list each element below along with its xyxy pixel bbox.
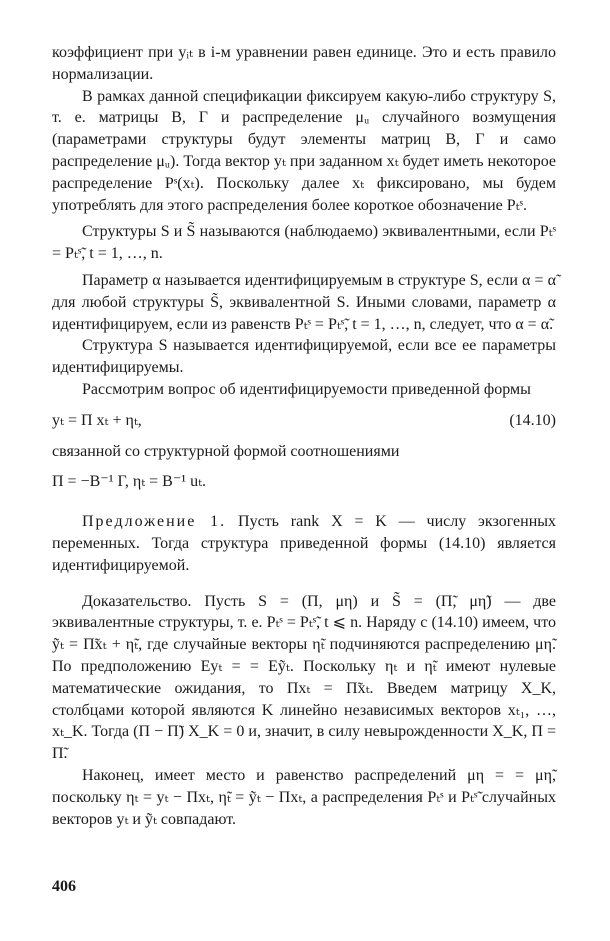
paragraph-related-structural-form: связанной со структурной формой соотношениями (52, 442, 400, 460)
equation-number: (14.10) (509, 411, 556, 429)
page-text (52, 42, 556, 830)
equation-structural-relations: Π = −B⁻¹ Γ, ηₜ = B⁻¹ uₜ. (52, 473, 207, 491)
equation-reduced-form (52, 410, 556, 432)
paragraph-proof-conclusion: Наконец, имеет место и равенство распределений μη = = μη̃, поскольку ηₜ = yₜ − Πxₜ, η̃ₜ = ỹₜ − Πxₜ, а распределения Pₜˢ и Pₜˢ̃ случайных векторов yₜ и ỹₜ совпадают. (52, 766, 556, 828)
equation-expression: yₜ = Π xₜ + ηₜ, (52, 411, 142, 429)
paragraph-structure-spec: В рамках данной спецификации фиксируем какую-либо структуру S, т. е. матрицы B, Γ и распределение μᵤ случайного возмущения (параметрами структуры будут элементы матриц B, Γ и само распределение μᵤ). Тогда вектор yₜ при заданном xₜ будет иметь некоторое распределение Pˢ(xₜ). Поскольку далее xₜ фиксировано, мы будем употреблять для этого распределения более короткое обозначение Pₜˢ. (52, 87, 556, 214)
paragraph-reduced-form: Рассмотрим вопрос об идентифицируемости приведенной формы (82, 380, 531, 398)
paragraph-normalization: коэффициент при yᵢₜ в i-м уравнении равен единице. Это и есть правило нормализации. (52, 44, 556, 83)
paragraph-identifiable-parameter: Параметр α называется идентифицируемым в структуре S, если α = α̃ для любой структуры S̃, эквивалентной S. Иными словами, параметр α идентифицируем, если из равенств Pₜˢ = Pₜˢ̃, t = 1, …, n, следует, что α = α̃. (52, 271, 556, 333)
proposition-label: Предложение 1. (82, 513, 227, 531)
paragraph-identifiable-structure: Структура S называется идентифицируемой, если все ее параметры идентифицируемы. (52, 337, 556, 377)
paragraph-equivalent-structures: Структуры S и S̃ называются (наблюдаемо) эквивалентными, если Pₜˢ = Pₜˢ̃, t = 1, …, n. (52, 223, 556, 263)
proposition (52, 511, 556, 576)
page-number: 406 (52, 878, 76, 895)
paragraph-proof: Доказательство. Пусть S = (Π, μη) и S̃ = (Π̃, μη̃) — две эквивалентные структуры, т. е. Pₜˢ = Pₜˢ̃, t ⩽ n. Наряду с (14.10) имеем, что ỹₜ = Π̃xₜ + η̃ₜ, где случайные векторы η̃ₜ подчиняются распределению μη̃. По предположению Eyₜ = = Eỹₜ. Поскольку ηₜ и η̃ₜ имеют нулевые математические ожидания, то Πxₜ = Π̃xₜ. Введем матрицу X_K, столбцами которой являются K линейно независимых векторов xₜ₁, …, xₜ_K. Тогда (Π − Π̃) X_K = 0 и, значит, в силу невырожденности X_K, Π = Π̃. (52, 592, 556, 763)
proposition-text: Пусть rank X = K — числу экзогенных переменных. Тогда структура приведенной формы (14.10) является идентифицируемой. (52, 513, 557, 574)
